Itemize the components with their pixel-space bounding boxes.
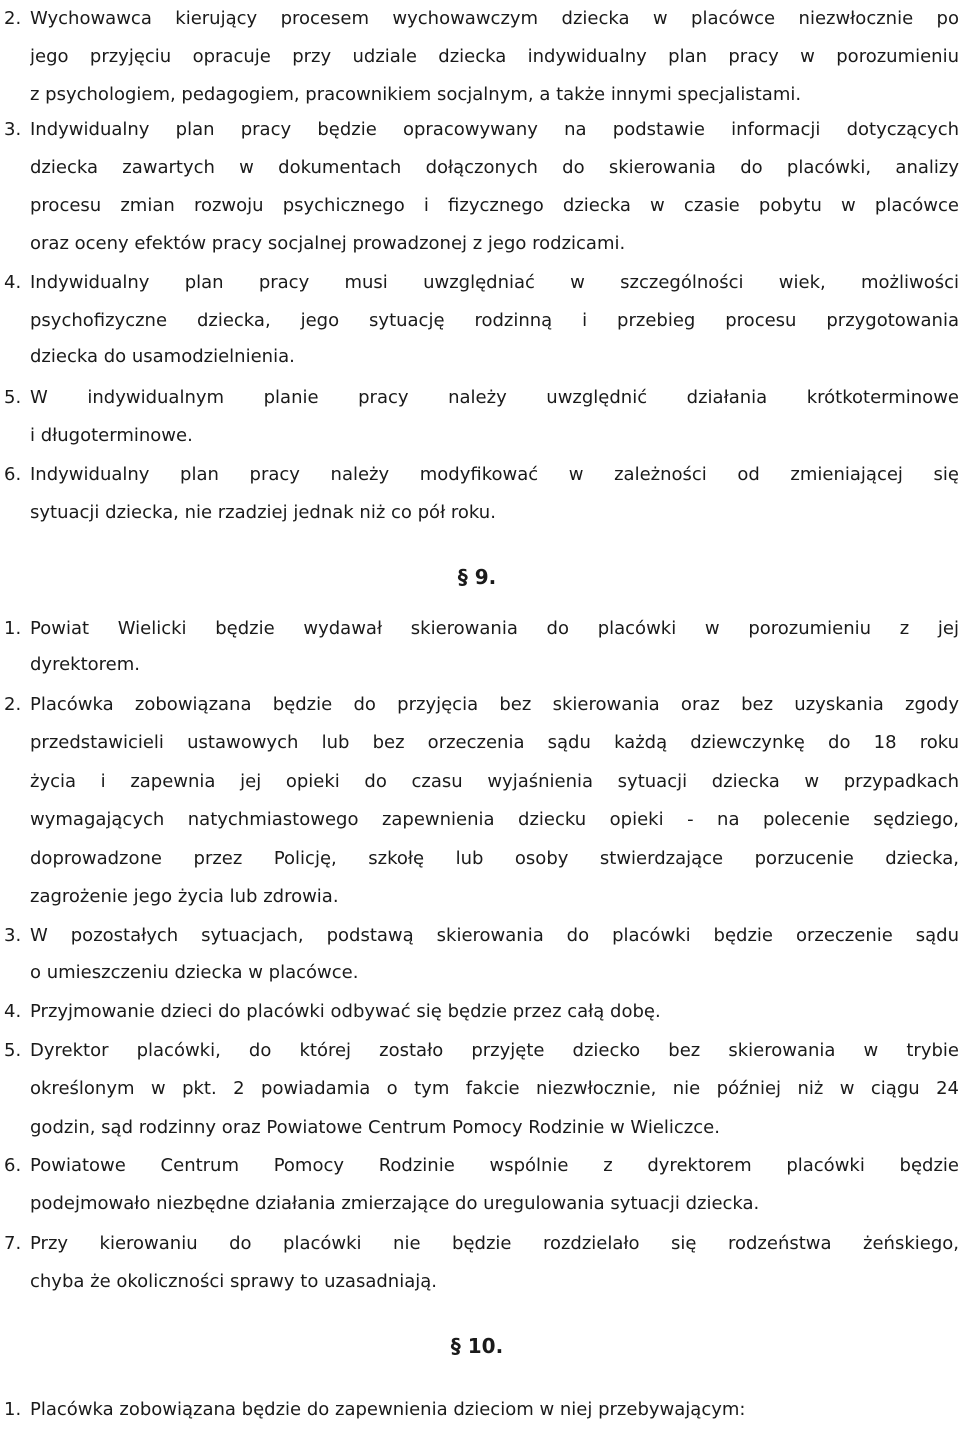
paragraph-line: Placówka zobowiązana będzie do przyjęcia bez skierowania oraz bez uzyskania zgody [30,694,959,715]
paragraph-line: doprowadzone przez Policję, szkołę lub osoby stwierdzające porzucenie dziecka, [30,848,959,869]
paragraph-line: z psychologiem, pedagogiem, pracownikiem socjalnym, a także innymi specjalistami. [30,84,802,105]
item-number: 2. [4,694,22,715]
item-number: 5. [4,387,22,408]
paragraph-line: określonym w pkt. 2 powiadamia o tym fakcie niezwłocznie, nie później niż w ciągu 24 [30,1078,959,1099]
paragraph-line: zagrożenie jego życia lub zdrowia. [30,886,339,907]
paragraph-line: Powiat Wielicki będzie wydawał skierowania do placówki w porozumieniu z jej [30,618,959,639]
item-number: 7. [4,1233,22,1254]
paragraph-line: Wychowawca kierujący procesem wychowawczym dziecka w placówce niezwłocznie po [30,8,959,29]
paragraph-line: oraz oceny efektów pracy socjalnej prowadzonej z jego rodzicami. [30,233,626,254]
paragraph-line: psychofizyczne dziecka, jego sytuację rodzinną i przebieg procesu przygotowania [30,310,959,331]
paragraph-line: Placówka zobowiązana będzie do zapewnienia dzieciom w niej przebywającym: [30,1399,746,1420]
paragraph-line: podejmowało niezbędne działania zmierzające do uregulowania sytuacji dziecka. [30,1193,760,1214]
paragraph-line: W pozostałych sytuacjach, podstawą skierowania do placówki będzie orzeczenie sądu [30,925,959,946]
paragraph-line: Indywidualny plan pracy należy modyfikować w zależności od zmieniającej się [30,464,959,485]
paragraph-line: Przy kierowaniu do placówki nie będzie rozdzielało się rodzeństwa żeńskiego, [30,1233,959,1254]
item-number: 1. [4,1399,22,1420]
paragraph-line: Przyjmowanie dzieci do placówki odbywać się będzie przez całą dobę. [30,1001,661,1022]
paragraph-line: jego przyjęciu opracuje przy udziale dziecka indywidualny plan pracy w porozumieniu [30,46,959,67]
paragraph-line: procesu zmian rozwoju psychicznego i fizycznego dziecka w czasie pobytu w placówce [30,195,959,216]
paragraph-line: chyba że okoliczności sprawy to uzasadniają. [30,1271,437,1292]
paragraph-line: godzin, sąd rodzinny oraz Powiatowe Centrum Pomocy Rodzinie w Wieliczce. [30,1117,720,1138]
paragraph-line: życia i zapewnia jej opieki do czasu wyjaśnienia sytuacji dziecka w przypadkach [30,771,959,792]
section-heading: § 10. [450,1334,504,1358]
paragraph-line: Indywidualny plan pracy musi uwzględniać w szczególności wiek, możliwości [30,272,959,293]
paragraph-line: wymagających natychmiastowego zapewnienia dziecku opieki - na polecenie sędziego, [30,809,959,830]
item-number: 3. [4,119,22,140]
paragraph-line: sytuacji dziecka, nie rzadziej jednak niż co pół roku. [30,502,496,523]
item-number: 4. [4,272,22,293]
paragraph-line: i długoterminowe. [30,425,193,446]
paragraph-line: dziecka do usamodzielnienia. [30,346,295,367]
item-number: 6. [4,1155,22,1176]
item-number: 5. [4,1040,22,1061]
paragraph-line: Indywidualny plan pracy będzie opracowywany na podstawie informacji dotyczących [30,119,959,140]
paragraph-line: Powiatowe Centrum Pomocy Rodzinie wspólnie z dyrektorem placówki będzie [30,1155,959,1176]
paragraph-line: W indywidualnym planie pracy należy uwzględnić działania krótkoterminowe [30,387,959,408]
section-heading: § 9. [457,565,497,589]
paragraph-line: dziecka zawartych w dokumentach dołączonych do skierowania do placówki, analizy [30,157,959,178]
paragraph-line: dyrektorem. [30,654,140,675]
item-number: 2. [4,8,22,29]
paragraph-line: przedstawicieli ustawowych lub bez orzeczenia sądu każdą dziewczynkę do 18 roku [30,732,959,753]
item-number: 4. [4,1001,22,1022]
paragraph-line: Dyrektor placówki, do której zostało przyjęte dziecko bez skierowania w trybie [30,1040,959,1061]
item-number: 1. [4,618,22,639]
paragraph-line: o umieszczeniu dziecka w placówce. [30,962,359,983]
item-number: 3. [4,925,22,946]
item-number: 6. [4,464,22,485]
